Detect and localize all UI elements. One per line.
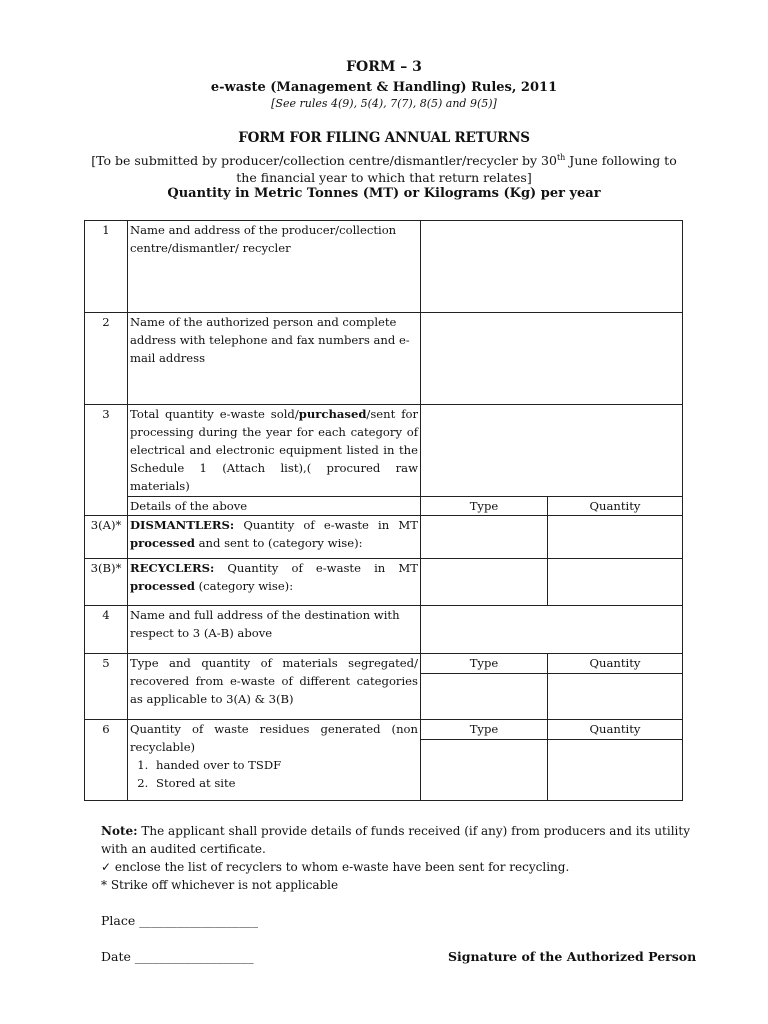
residues-list: [130, 756, 418, 792]
asterisk-mark: *: [101, 878, 107, 892]
rules-title: e-waste (Management & Handling) Rules, 2011: [210, 80, 558, 95]
rules-reference: [See rules 4(9), 5(4), 7(7), 8(5) and 9(5)]: [271, 97, 497, 110]
table-row: [85, 497, 683, 516]
notes-section: [101, 822, 691, 894]
type-header: Type: [421, 720, 548, 740]
table-row: [85, 559, 683, 606]
row-label: [128, 720, 421, 801]
quantity-cell[interactable]: [548, 674, 683, 720]
table-row: [85, 221, 683, 313]
row-label: Name and address of the producer/collection centre/dismantler/ recycler: [128, 221, 421, 313]
type-cell[interactable]: [421, 740, 548, 801]
table-row: [85, 405, 683, 497]
table-row: [85, 720, 683, 740]
type-header: Type: [421, 497, 548, 516]
note-paragraph: Note: The applicant shall provide details of funds received (if any) from producers and its utility with an audited certificate.: [101, 824, 690, 856]
answer-cell[interactable]: [421, 405, 683, 497]
row-label: DISMANTLERS: Quantity of e-waste in MT processed and sent to (category wise):: [128, 516, 421, 559]
answer-cell[interactable]: [421, 313, 683, 405]
form-number: FORM – 3: [346, 59, 422, 75]
row-number: 3(A)*: [85, 516, 128, 559]
list-item: 1. handed over to TSDF: [152, 756, 418, 774]
details-label: Details of the above: [128, 497, 421, 516]
type-cell[interactable]: [421, 516, 548, 559]
row-number: 3: [85, 405, 128, 516]
quantity-header: Quantity: [548, 720, 683, 740]
table-row: [85, 606, 683, 654]
table-row: [85, 654, 683, 674]
row-number: 6: [85, 720, 128, 801]
place-field[interactable]: Place ___________________: [101, 913, 258, 928]
returns-table: [84, 220, 683, 801]
answer-cell[interactable]: [421, 221, 683, 313]
type-cell[interactable]: [421, 674, 548, 720]
quantity-header: Quantity: [548, 654, 683, 674]
type-header: Type: [421, 654, 548, 674]
form-title: FORM FOR FILING ANNUAL RETURNS: [238, 130, 530, 146]
note-footnote: * Strike off whichever is not applicable: [101, 878, 339, 892]
quantity-cell[interactable]: [548, 559, 683, 606]
quantity-cell[interactable]: [548, 516, 683, 559]
type-cell[interactable]: [421, 559, 548, 606]
table-row: [85, 313, 683, 405]
check-icon: ✓: [101, 860, 112, 874]
date-field[interactable]: Date ___________________: [101, 949, 254, 964]
residues-label: Quantity of waste residues generated (non recyclable): [130, 722, 418, 754]
answer-cell[interactable]: [421, 606, 683, 654]
row-number: 3(B)*: [85, 559, 128, 606]
quantity-header: Quantity: [548, 497, 683, 516]
row-number: 1: [85, 221, 128, 313]
quantity-unit-line: Quantity in Metric Tonnes (MT) or Kilograms (Kg) per year: [167, 186, 601, 201]
row-label: RECYCLERS: Quantity of e-waste in MT processed (category wise):: [128, 559, 421, 606]
signature-label: Signature of the Authorized Person: [448, 949, 697, 964]
row-label: Name of the authorized person and complete address with telephone and fax numbers and e-mail address: [128, 313, 421, 405]
list-item: 2. Stored at site: [152, 774, 418, 792]
row-label: Type and quantity of materials segregated/ recovered from e-waste of different categories as applicable to 3(A) & 3(B): [128, 654, 421, 720]
row-number: 4: [85, 606, 128, 654]
quantity-cell[interactable]: [548, 740, 683, 801]
row-label: Name and full address of the destination with respect to 3 (A-B) above: [128, 606, 421, 654]
row-label: Total quantity e-waste sold/purchased/sent for processing during the year for each category of electrical and electronic equipment listed in the Schedule 1 (Attach list),( procured raw materials): [128, 405, 421, 497]
submission-instructions: [To be submitted by producer/collection centre/dismantler/recycler by 30th June following to the financial year to which that return relates]: [91, 153, 677, 186]
row-number: 2: [85, 313, 128, 405]
note-checklist-item: ✓ enclose the list of recyclers to whom e-waste have been sent for recycling.: [101, 860, 570, 874]
table-row: [85, 516, 683, 559]
row-number: 5: [85, 654, 128, 720]
